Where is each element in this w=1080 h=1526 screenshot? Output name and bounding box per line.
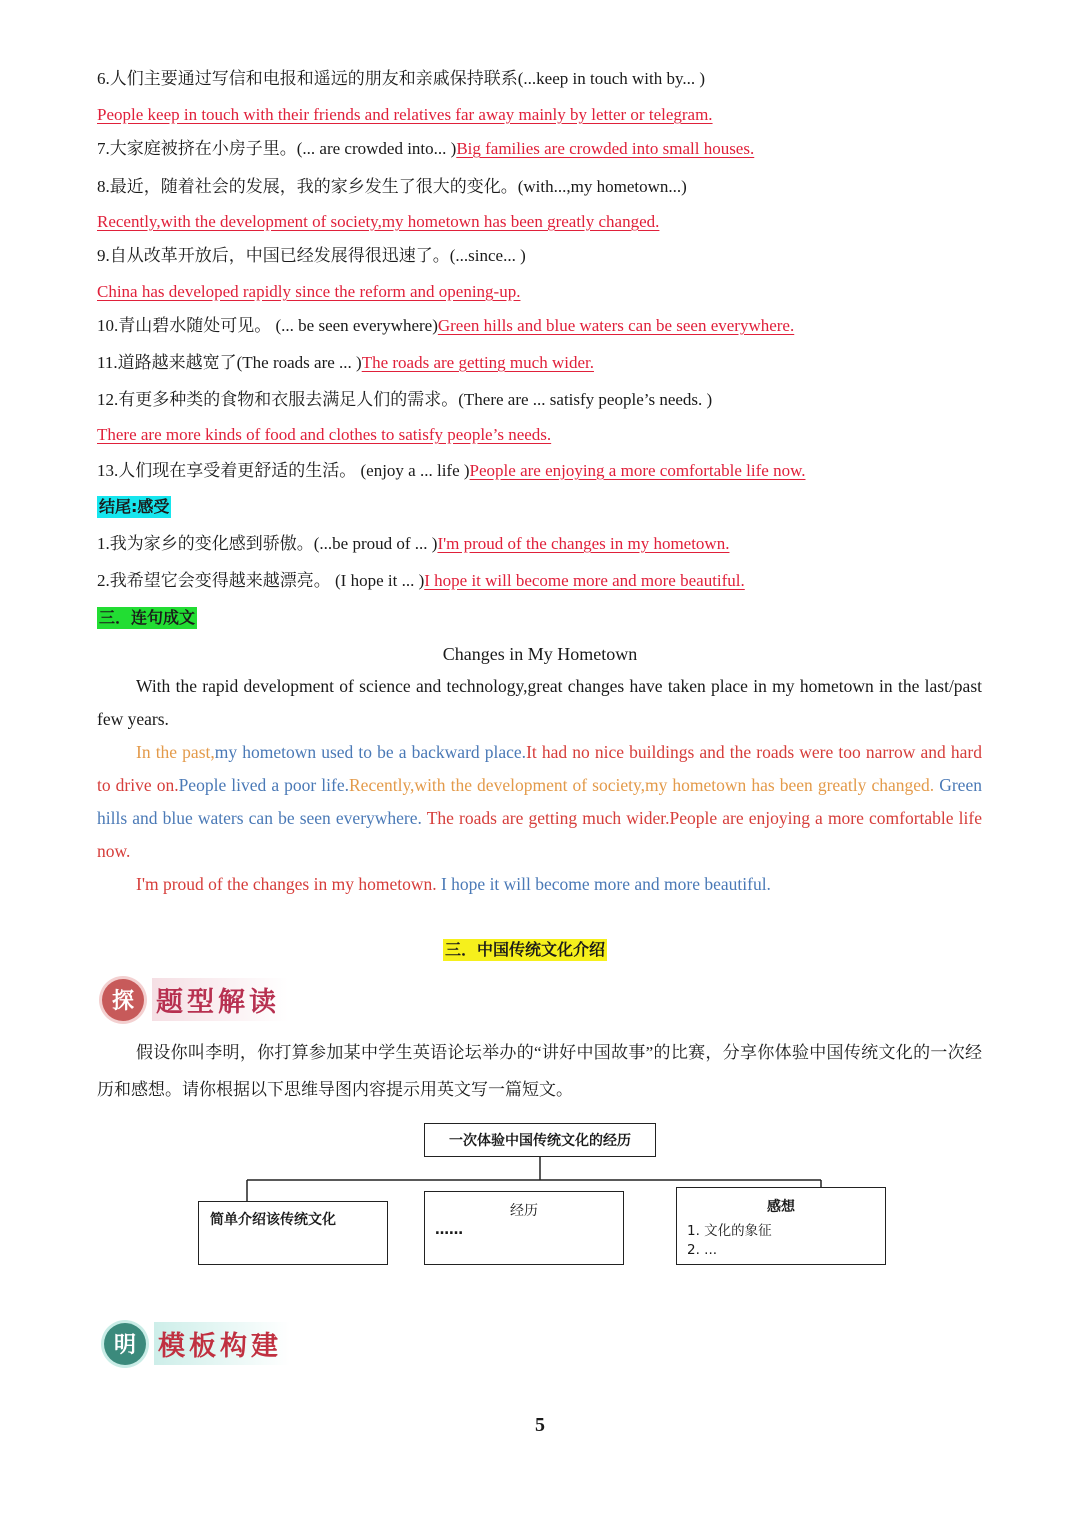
section-title-traditional-culture: 三．中国传统文化介绍 (445, 940, 606, 959)
sentence-8-prompt: 8.最近，随着社会的发展，我的家乡发生了很大的变化。(with...,my hometown...) (97, 177, 687, 196)
mindmap-intro-box (198, 1201, 388, 1265)
ending-sentence-2: 2.我希望它会变得越来越漂亮。 (I hope it ... )I hope it will become more and more beautiful. (97, 571, 745, 590)
mindmap-intro-label: 简单介绍该传统文化 (210, 1212, 336, 1228)
mindmap-experience-title: 经历 (510, 1203, 538, 1219)
mindmap-experience-box (424, 1191, 624, 1265)
badge-question-analysis-label: 题型解读 (152, 978, 288, 1021)
sentence-12-prompt: 12.有更多种类的食物和衣服去满足人们的需求。(There are ... satisfy people’s needs. ) (97, 390, 713, 409)
writing-prompt-text: 假设你叫李明，你打算参加某中学生英语论坛举办的“讲好中国故事”的比赛，分享你体验中国传统文化的一次经历和感想。请你根据以下思维导图内容提示用英文写一篇短文。 (97, 1043, 982, 1099)
mindmap-feelings-item-1: 1. 文化的象征 (687, 1223, 772, 1239)
ending-feelings-tag: 结尾:感受 (99, 497, 170, 516)
mindmap-root (424, 1123, 656, 1157)
sentence-7: 7.大家庭被挤在小房子里。(... are crowded into... )Big families are crowded into small houses. (97, 139, 755, 158)
mindmap-feelings-item-2: 2. ... (687, 1242, 718, 1258)
mindmap-feelings-box (676, 1187, 886, 1265)
sentence-6-answer: People keep in touch with their friends and relatives far away mainly by letter or telegram. (97, 105, 713, 124)
essay-paragraph-1: With the rapid development of science and technology,great changes have taken place in my hometown in the last/past few years. (97, 676, 982, 729)
page-number: 5 (535, 1414, 545, 1436)
section-3-tag: 三．连句成文 (99, 608, 196, 627)
sentence-11: 11.道路越来越宽了(The roads are ... )The roads are getting much wider. (97, 353, 594, 372)
mindmap-root-label: 一次体验中国传统文化的经历 (449, 1133, 631, 1149)
badge-clarify-icon: 明 (104, 1323, 146, 1365)
essay-title: Changes in My Hometown (442, 644, 638, 664)
sentence-13: 13.人们现在享受着更舒适的生活。 (enjoy a ... life )People are enjoying a more comfortable life now. (97, 461, 806, 480)
essay-paragraph-2: In the past,my hometown used to be a backward place.It had no nice buildings and the roads were too narrow and hard to drive on.People lived a poor life.Recently,with the development of society,my hometown has been greatly changed. Green hills and blue waters can be seen everywhere. The roads are getting much wider.People are enjoying a more comfortable life now. (97, 742, 982, 861)
sentence-8-answer: Recently,with the development of society,my hometown has been greatly changed. (97, 212, 660, 231)
ending-sentence-1: 1.我为家乡的变化感到骄傲。(...be proud of ... )I'm proud of the changes in my hometown. (97, 534, 730, 553)
sentence-6-prompt: 6.人们主要通过写信和电报和遥远的朋友和亲戚保持联系(...keep in touch with by... ) (97, 69, 706, 88)
mindmap-experience-body: …… (435, 1222, 463, 1238)
sentence-9-answer: China has developed rapidly since the reform and opening-up. (97, 282, 521, 301)
badge-template-building-label: 模板构建 (154, 1322, 290, 1365)
badge-explore-icon: 探 (102, 979, 144, 1021)
sentence-12-answer: There are more kinds of food and clothes to satisfy people’s needs. (97, 425, 552, 444)
mindmap-feelings-title: 感想 (767, 1199, 795, 1215)
essay-paragraph-3: I'm proud of the changes in my hometown. I hope it will become more and more beautiful. (136, 874, 771, 894)
badge-template-building (104, 1322, 290, 1365)
sentence-10: 10.青山碧水随处可见。 (... be seen everywhere)Green hills and blue waters can be seen everywhere. (97, 316, 795, 335)
sentence-9-prompt: 9.自从改革开放后，中国已经发展得很迅速了。(...since... ) (97, 246, 526, 265)
